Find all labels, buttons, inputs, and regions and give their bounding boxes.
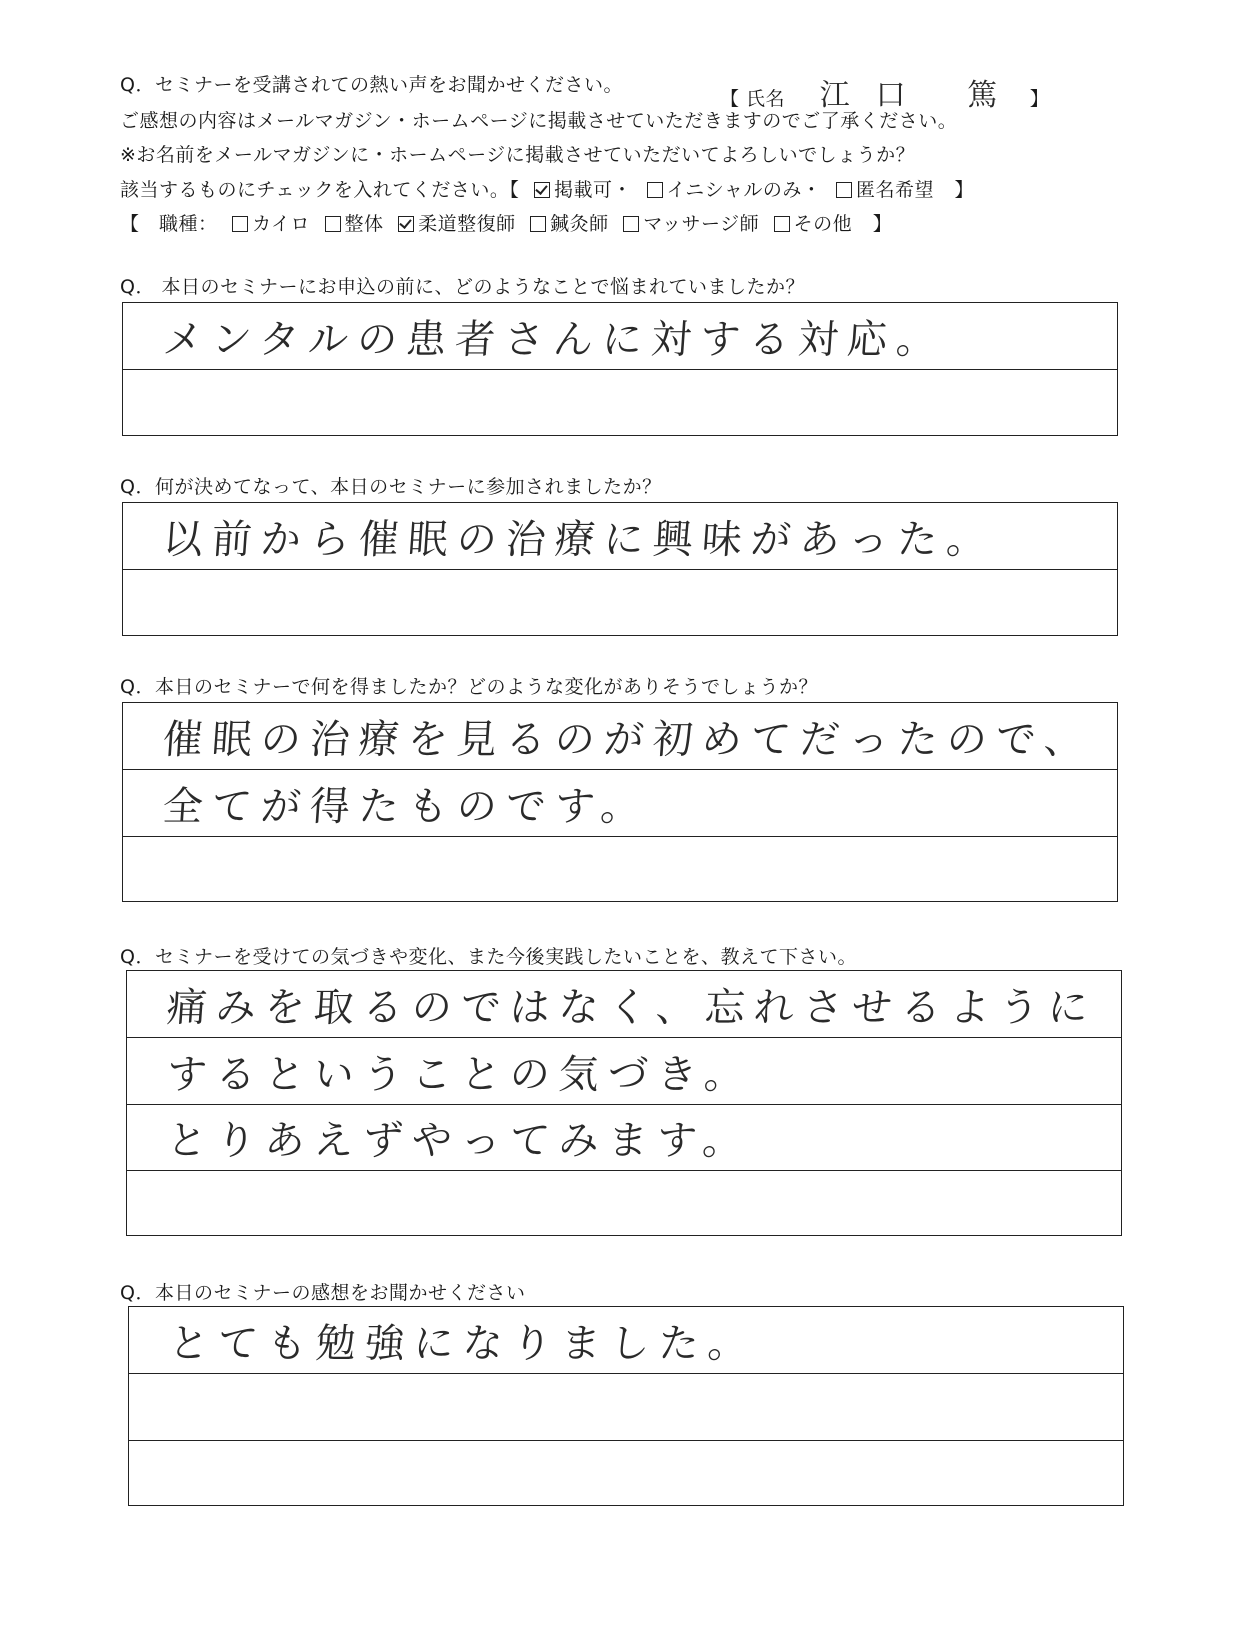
answer-line[interactable] [123,770,1117,837]
checkbox-icon[interactable] [398,216,414,232]
job-option-seitai[interactable]: 整体 [317,213,384,235]
answer-line[interactable] [129,1307,1123,1374]
answer-line[interactable] [127,1171,1121,1237]
answer-line[interactable] [129,1441,1123,1507]
checkbox-icon[interactable] [836,182,852,198]
answer-line[interactable] [123,837,1117,903]
answer-line[interactable] [129,1374,1123,1441]
job-options-prefix: 【 職種： [120,213,218,235]
question-1-label: Q． 本日のセミナーにお申込の前に、どのようなことで悩まれていましたか？ [120,276,805,298]
job-option-acupuncture[interactable]: 鍼灸師 [522,213,609,235]
checkbox-icon[interactable] [623,216,639,232]
job-option-chiro[interactable]: カイロ [224,213,310,235]
answer-text: 全てが得たものです。 [161,784,652,830]
question-5-label: Q．本日のセミナーの感想をお聞かせください [120,1282,526,1304]
answer-line[interactable] [123,570,1117,637]
answer-text: 以前から催眠の治療に興味があった。 [161,517,997,563]
publish-option-initials[interactable]: イニシャルのみ・ [639,179,822,201]
checkbox-icon[interactable] [232,216,248,232]
answer-text: メンタルの患者さんに対する対応。 [161,317,947,363]
name-value: 江口 篤 [819,78,1024,113]
job-option-massage[interactable]: マッサージ師 [615,213,759,235]
question-3-label: Q．本日のセミナーで何を得ましたか？どのような変化がありそうでしょうか？ [120,676,818,698]
job-option-judo[interactable]: 柔道整復師 [390,213,516,235]
header-question [120,70,623,97]
checkbox-icon[interactable] [534,182,550,198]
consent-note: ご感想の内容はメールマガジン・ホームページに掲載させていただきますのでご了承ください。 [120,110,958,132]
answer-line[interactable] [127,971,1121,1038]
header-question-text: Q．セミナーを受講されての熱い声をお聞かせください。 [120,74,623,96]
answer-text: 催眠の治療を見るのが初めてだったので、 [161,717,1095,763]
answer-box-3 [122,702,1118,902]
job-options-suffix: 】 [872,213,893,235]
publish-option-allowed[interactable]: 掲載可・ [526,179,632,201]
answer-line[interactable] [123,703,1117,770]
checkbox-icon[interactable] [774,216,790,232]
name-publish-question: ※お名前をメールマガジンに・ホームページに掲載させていただいてよろしいでしょうか？ [120,144,916,166]
question-4-label: Q．セミナーを受けての気づきや変化、また今後実践したいことを、教えて下さい。 [120,946,857,968]
publish-option-anonymous[interactable]: 匿名希望 [828,179,934,201]
answer-text: とても勉強になりました。 [167,1321,759,1367]
answer-box-5 [128,1306,1124,1506]
publish-options-row [120,175,974,202]
name-label: 【 氏名 [720,88,786,110]
answer-box-4 [126,970,1122,1236]
answer-text: するということの気づき。 [165,1052,755,1098]
question-2-label: Q．何が決めてなって、本日のセミナーに参加されましたか？ [120,476,662,498]
answer-text: とりあえずやってみます。 [165,1118,754,1164]
answer-box-2 [122,502,1118,636]
answer-box-1 [122,302,1118,436]
answer-line[interactable] [123,503,1117,570]
answer-line[interactable] [127,1038,1121,1105]
answer-line[interactable] [127,1105,1121,1171]
answer-line[interactable] [123,370,1117,437]
publish-options-suffix: 】 [954,179,975,201]
checkbox-icon[interactable] [647,182,663,198]
answer-line[interactable] [123,303,1117,370]
job-options-row [120,209,892,236]
answer-text: 痛みを取るのではなく、忘れさせるように [165,985,1099,1031]
job-option-other[interactable]: その他 [766,213,853,235]
checkbox-icon[interactable] [325,216,341,232]
publish-options-prefix: 該当するものにチェックを入れてください。【 [120,179,520,201]
name-close-bracket: 】 [1029,88,1050,110]
checkbox-icon[interactable] [530,216,546,232]
